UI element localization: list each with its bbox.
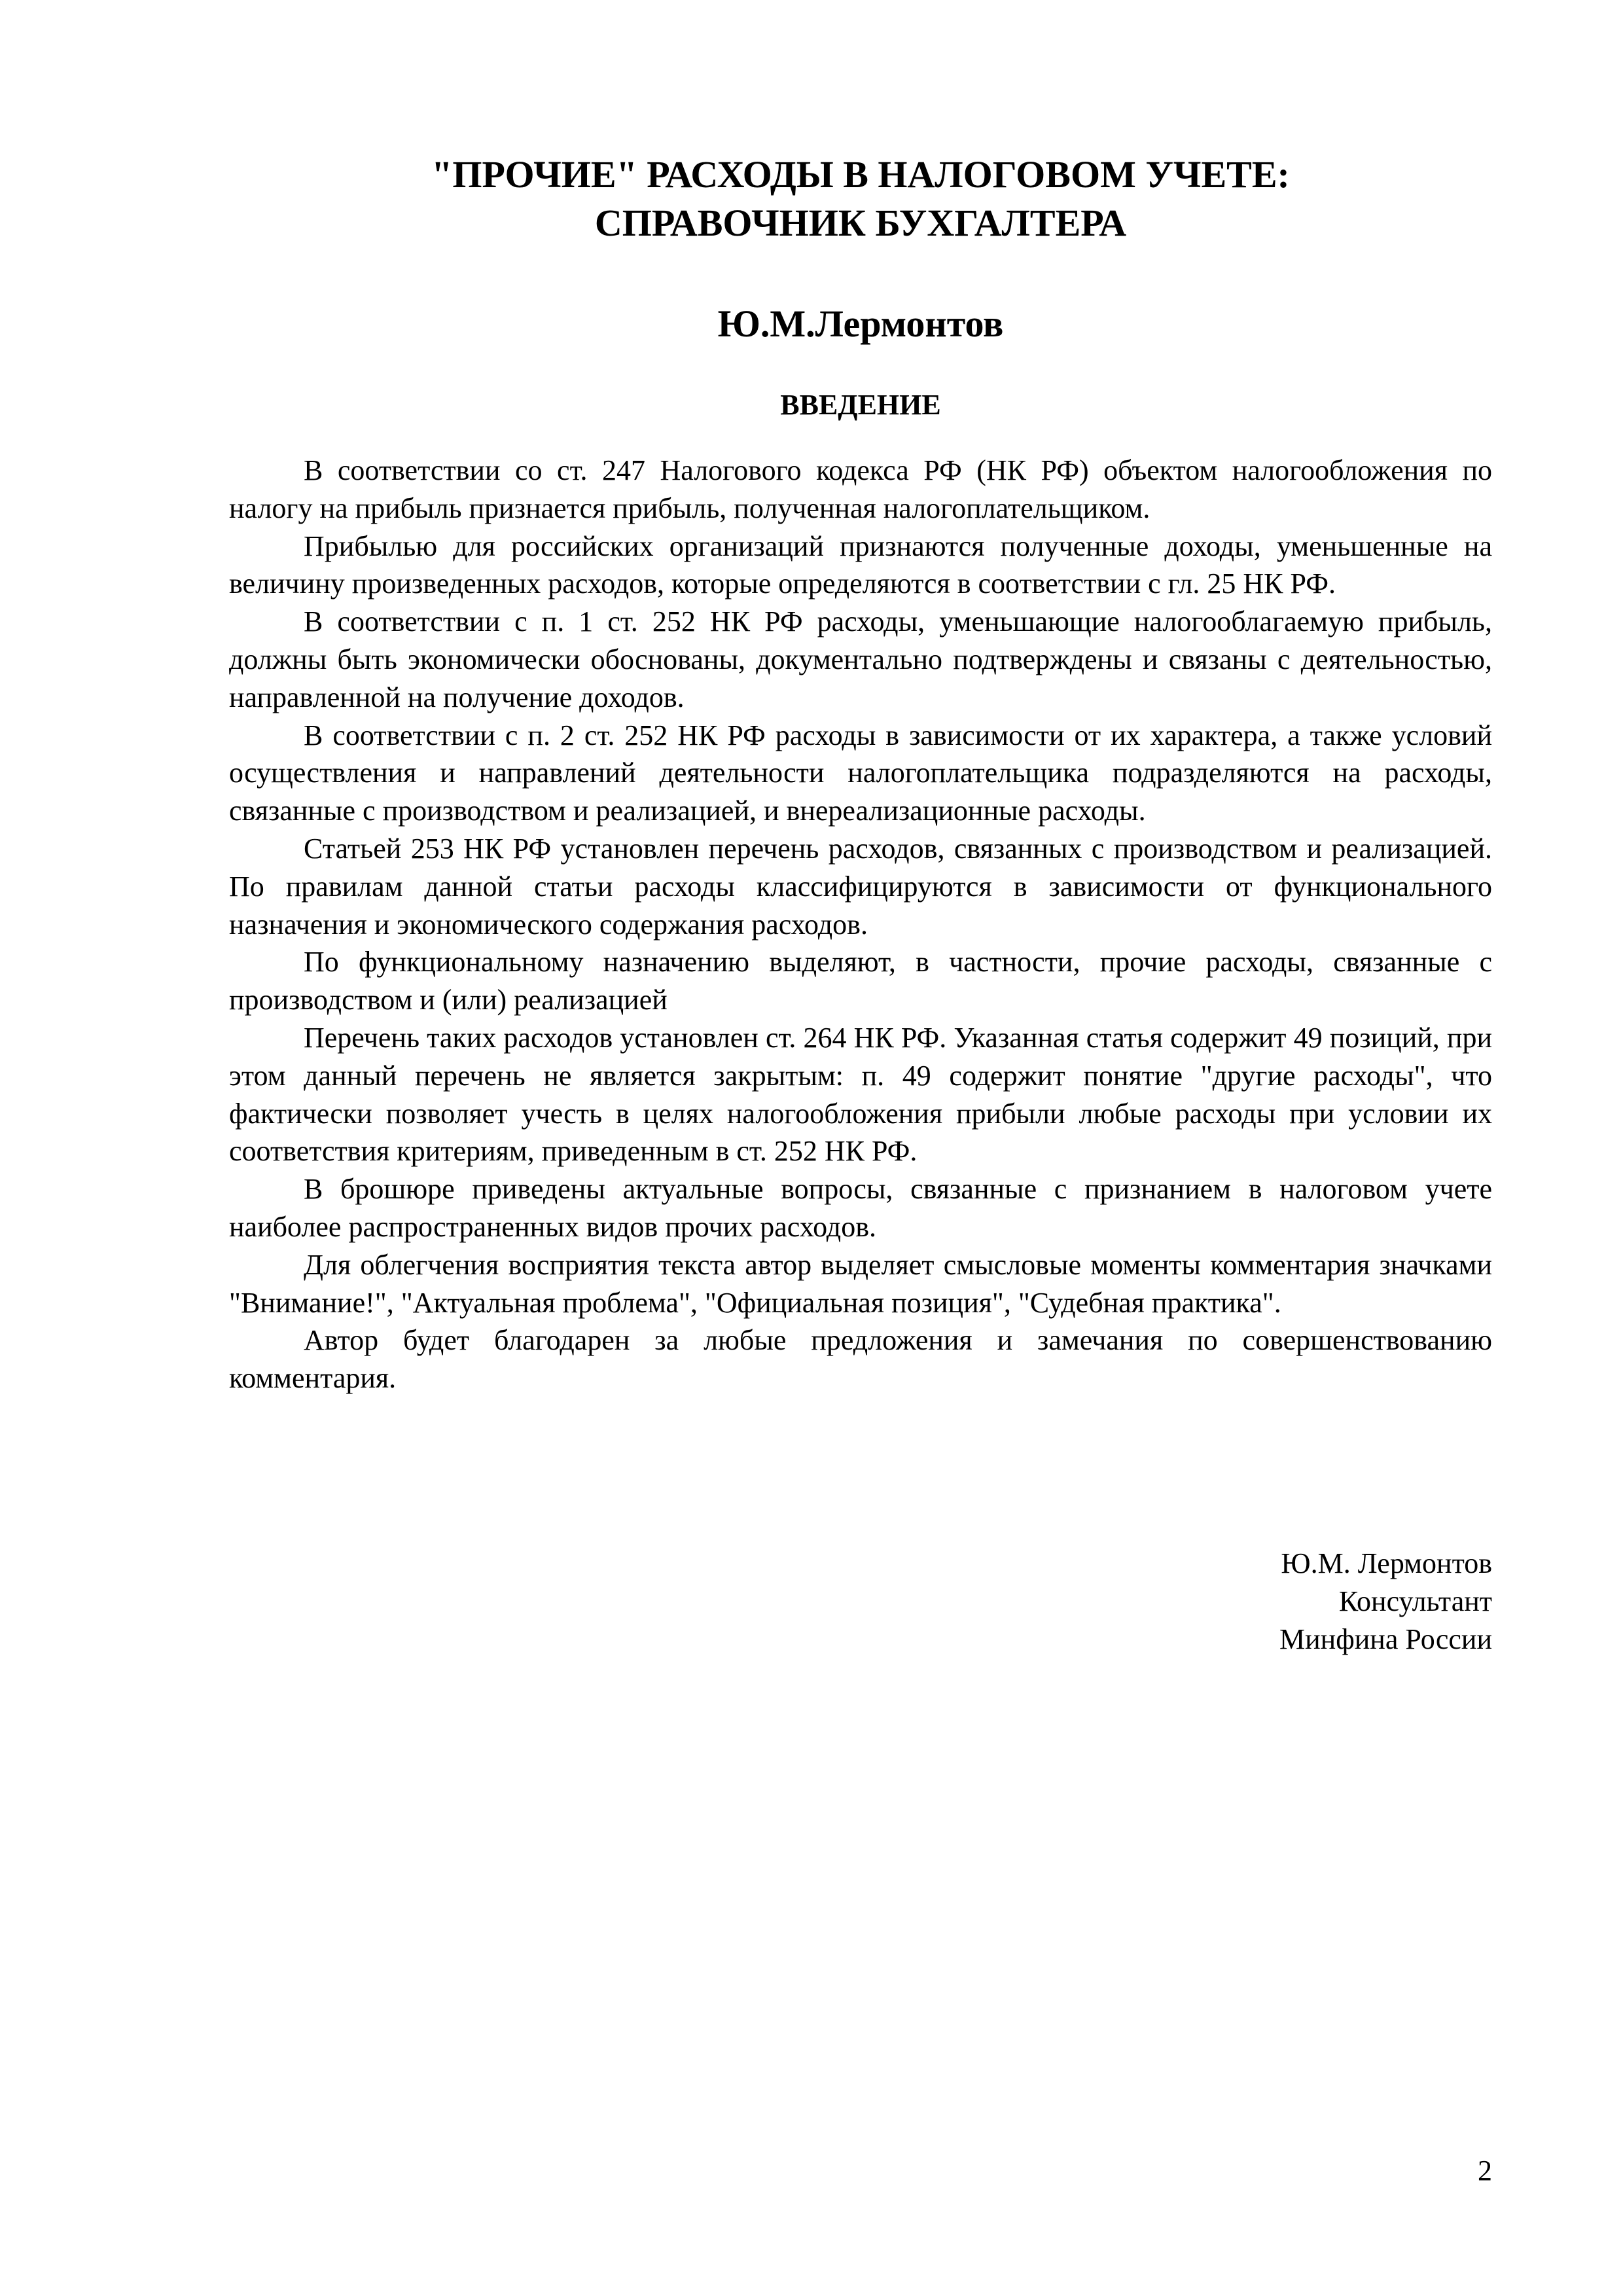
- paragraph: По функциональному назначению выделяют, в частности, прочие расходы, связанные с производством и (или) реализацией: [229, 946, 1492, 1016]
- document-title: [229, 151, 1492, 247]
- title-line-2: СПРАВОЧНИК БУХГАЛТЕРА: [594, 202, 1127, 244]
- section-heading: ВВЕДЕНИЕ: [780, 389, 941, 421]
- paragraph: Для облегчения восприятия текста автор выделяет смысловые моменты комментария значками "Внимание!", "Актуальная проблема", "Официальная позиция", "Судебная практика".: [229, 1248, 1492, 1319]
- paragraph: В соответствии с п. 2 ст. 252 НК РФ расходы в зависимости от их характера, а также условий осуществления и направлений деятельности налогоплательщика подразделяются на расходы, связанные с производством и реализацией, и внереализационные расходы.: [229, 719, 1492, 827]
- paragraph: В соответствии со ст. 247 Налогового кодекса РФ (НК РФ) объектом налогообложения по налогу на прибыль признается прибыль, полученная налогоплательщиком.: [229, 454, 1492, 524]
- paragraph: В брошюре приведены актуальные вопросы, связанные с признанием в налоговом учете наиболее распространенных видов прочих расходов.: [229, 1173, 1492, 1243]
- paragraph: Перечень таких расходов установлен ст. 264 НК РФ. Указанная статья содержит 49 позиций, при этом данный перечень не является закрытым: п. 49 содержит понятие "другие расходы", что фактически позволяет учесть в целях налогообложения прибыли любые расходы при условии их соответствия критериям, приведенным в ст. 252 НК РФ.: [229, 1021, 1492, 1168]
- paragraph: Автор будет благодарен за любые предложения и замечания по совершенствованию комментария.: [229, 1324, 1492, 1395]
- page-number: 2: [1478, 2155, 1492, 2187]
- signature-organization: Минфина России: [1279, 1623, 1492, 1655]
- paragraph: Статьей 253 НК РФ установлен перечень расходов, связанных с производством и реализацией. По правилам данной статьи расходы классифицируются в зависимости от функционального назначения и экономического содержания расходов.: [229, 832, 1492, 941]
- paragraph: Прибылью для российских организаций признаются полученные доходы, уменьшенные на величину произведенных расходов, которые определяются в соответствии с гл. 25 НК РФ.: [229, 529, 1492, 600]
- title-line-1: "ПРОЧИЕ" РАСХОДЫ В НАЛОГОВОМ УЧЕТЕ:: [431, 153, 1290, 196]
- signature-block: [1279, 1545, 1492, 1658]
- author-name: Ю.М.Лермонтов: [717, 302, 1004, 345]
- signature-position: Консультант: [1338, 1585, 1492, 1617]
- body-text: [229, 452, 1492, 1397]
- signature-name: Ю.М. Лермонтов: [1281, 1547, 1492, 1579]
- document-page: [229, 151, 1492, 1397]
- paragraph: В соответствии с п. 1 ст. 252 НК РФ расходы, уменьшающие налогооблагаемую прибыль, должны быть экономически обоснованы, документально подтверждены и связаны с деятельностью, направленной на получение доходов.: [229, 605, 1492, 713]
